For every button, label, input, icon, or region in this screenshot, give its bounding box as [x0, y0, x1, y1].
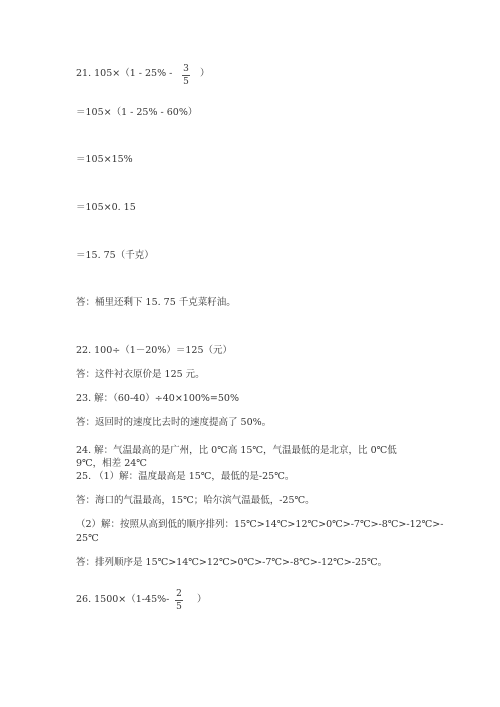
q26-line1-prefix: 26. 1500×（1-45%- — [76, 594, 170, 605]
q26-fraction — [173, 589, 185, 612]
q21-line3: ＝105×15% — [76, 154, 133, 165]
q22-answer: 答：这件衬衣原价是 125 元。 — [76, 369, 205, 380]
q21-answer: 答：桶里还剩下 15. 75 千克菜籽油。 — [76, 297, 236, 308]
q21-line5: ＝15. 75（千克） — [76, 250, 154, 261]
q21-line4: ＝105×0. 15 — [76, 202, 136, 213]
q25-part2-line1: （2）解：按照从高到低的顺序排列：15℃>14℃>12℃>0℃>-7℃>-8℃>-12℃>- — [76, 519, 444, 530]
q26-fraction-denominator: 5 — [176, 602, 182, 612]
q25-answer2: 答：排列顺序是 15℃>14℃>12℃>0℃>-7℃>-8℃>-12℃>-25℃。 — [76, 557, 388, 568]
q21-fraction-bar — [182, 75, 190, 76]
q21-line2: ＝105×（1 - 25% - 60%） — [76, 107, 198, 118]
q24-line1: 24. 解：气温最高的是广州，比 0℃高 15℃，气温最低的是北京，比 0℃低 — [76, 445, 397, 456]
q26-line1-suffix: ） — [197, 594, 207, 605]
q22-line1: 22. 100÷（1－20%）＝125（元） — [76, 345, 233, 356]
q26-fraction-numerator: 2 — [176, 589, 182, 599]
q23-answer: 答：返回时的速度比去时的速度提高了 50%。 — [76, 417, 272, 428]
q25-line1: 25. （1）解：温度最高是 15℃，最低的是-25℃。 — [76, 471, 295, 482]
q21-fraction — [180, 64, 192, 87]
q25-part2-line2: 25℃ — [76, 533, 99, 544]
q21-fraction-denominator: 5 — [183, 77, 189, 87]
q21-line1-prefix: 21. 105×（1 - 25% - — [76, 68, 173, 79]
q26-fraction-bar — [175, 600, 183, 601]
q24-line2: 9℃，相差 24℃ — [76, 458, 147, 469]
q21-fraction-numerator: 3 — [183, 64, 189, 74]
q25-answer1: 答：海口的气温最高，15℃；哈尔滨气温最低，-25℃。 — [76, 495, 315, 506]
q23-line1: 23. 解：（60-40）÷40×100%=50% — [76, 393, 240, 404]
q21-line1-suffix: ） — [200, 68, 210, 79]
